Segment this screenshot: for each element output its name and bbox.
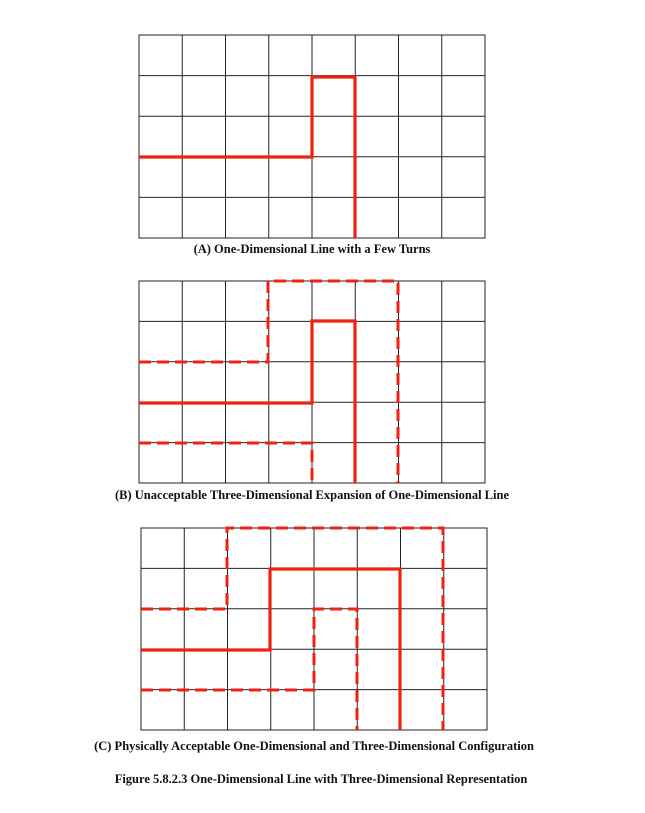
- panel-c-outer-boundary: [141, 528, 443, 730]
- panel-b: [115, 281, 509, 502]
- panel-a-caption: (A) One-Dimensional Line with a Few Turns: [193, 242, 431, 256]
- figure-title: Figure 5.8.2.3 One-Dimensional Line with Three-Dimensional Representation: [114, 772, 528, 786]
- panel-c-caption: (C) Physically Acceptable One-Dimensional and Three-Dimensional Configuration: [94, 739, 534, 753]
- panel-a: [139, 35, 485, 256]
- panel-b-caption: (B) Unacceptable Three-Dimensional Expansion of One-Dimensional Line: [114, 488, 510, 502]
- panel-c-inner-boundary: [141, 609, 357, 730]
- panel-c: [94, 528, 534, 753]
- panel-a-centerline: [139, 77, 355, 238]
